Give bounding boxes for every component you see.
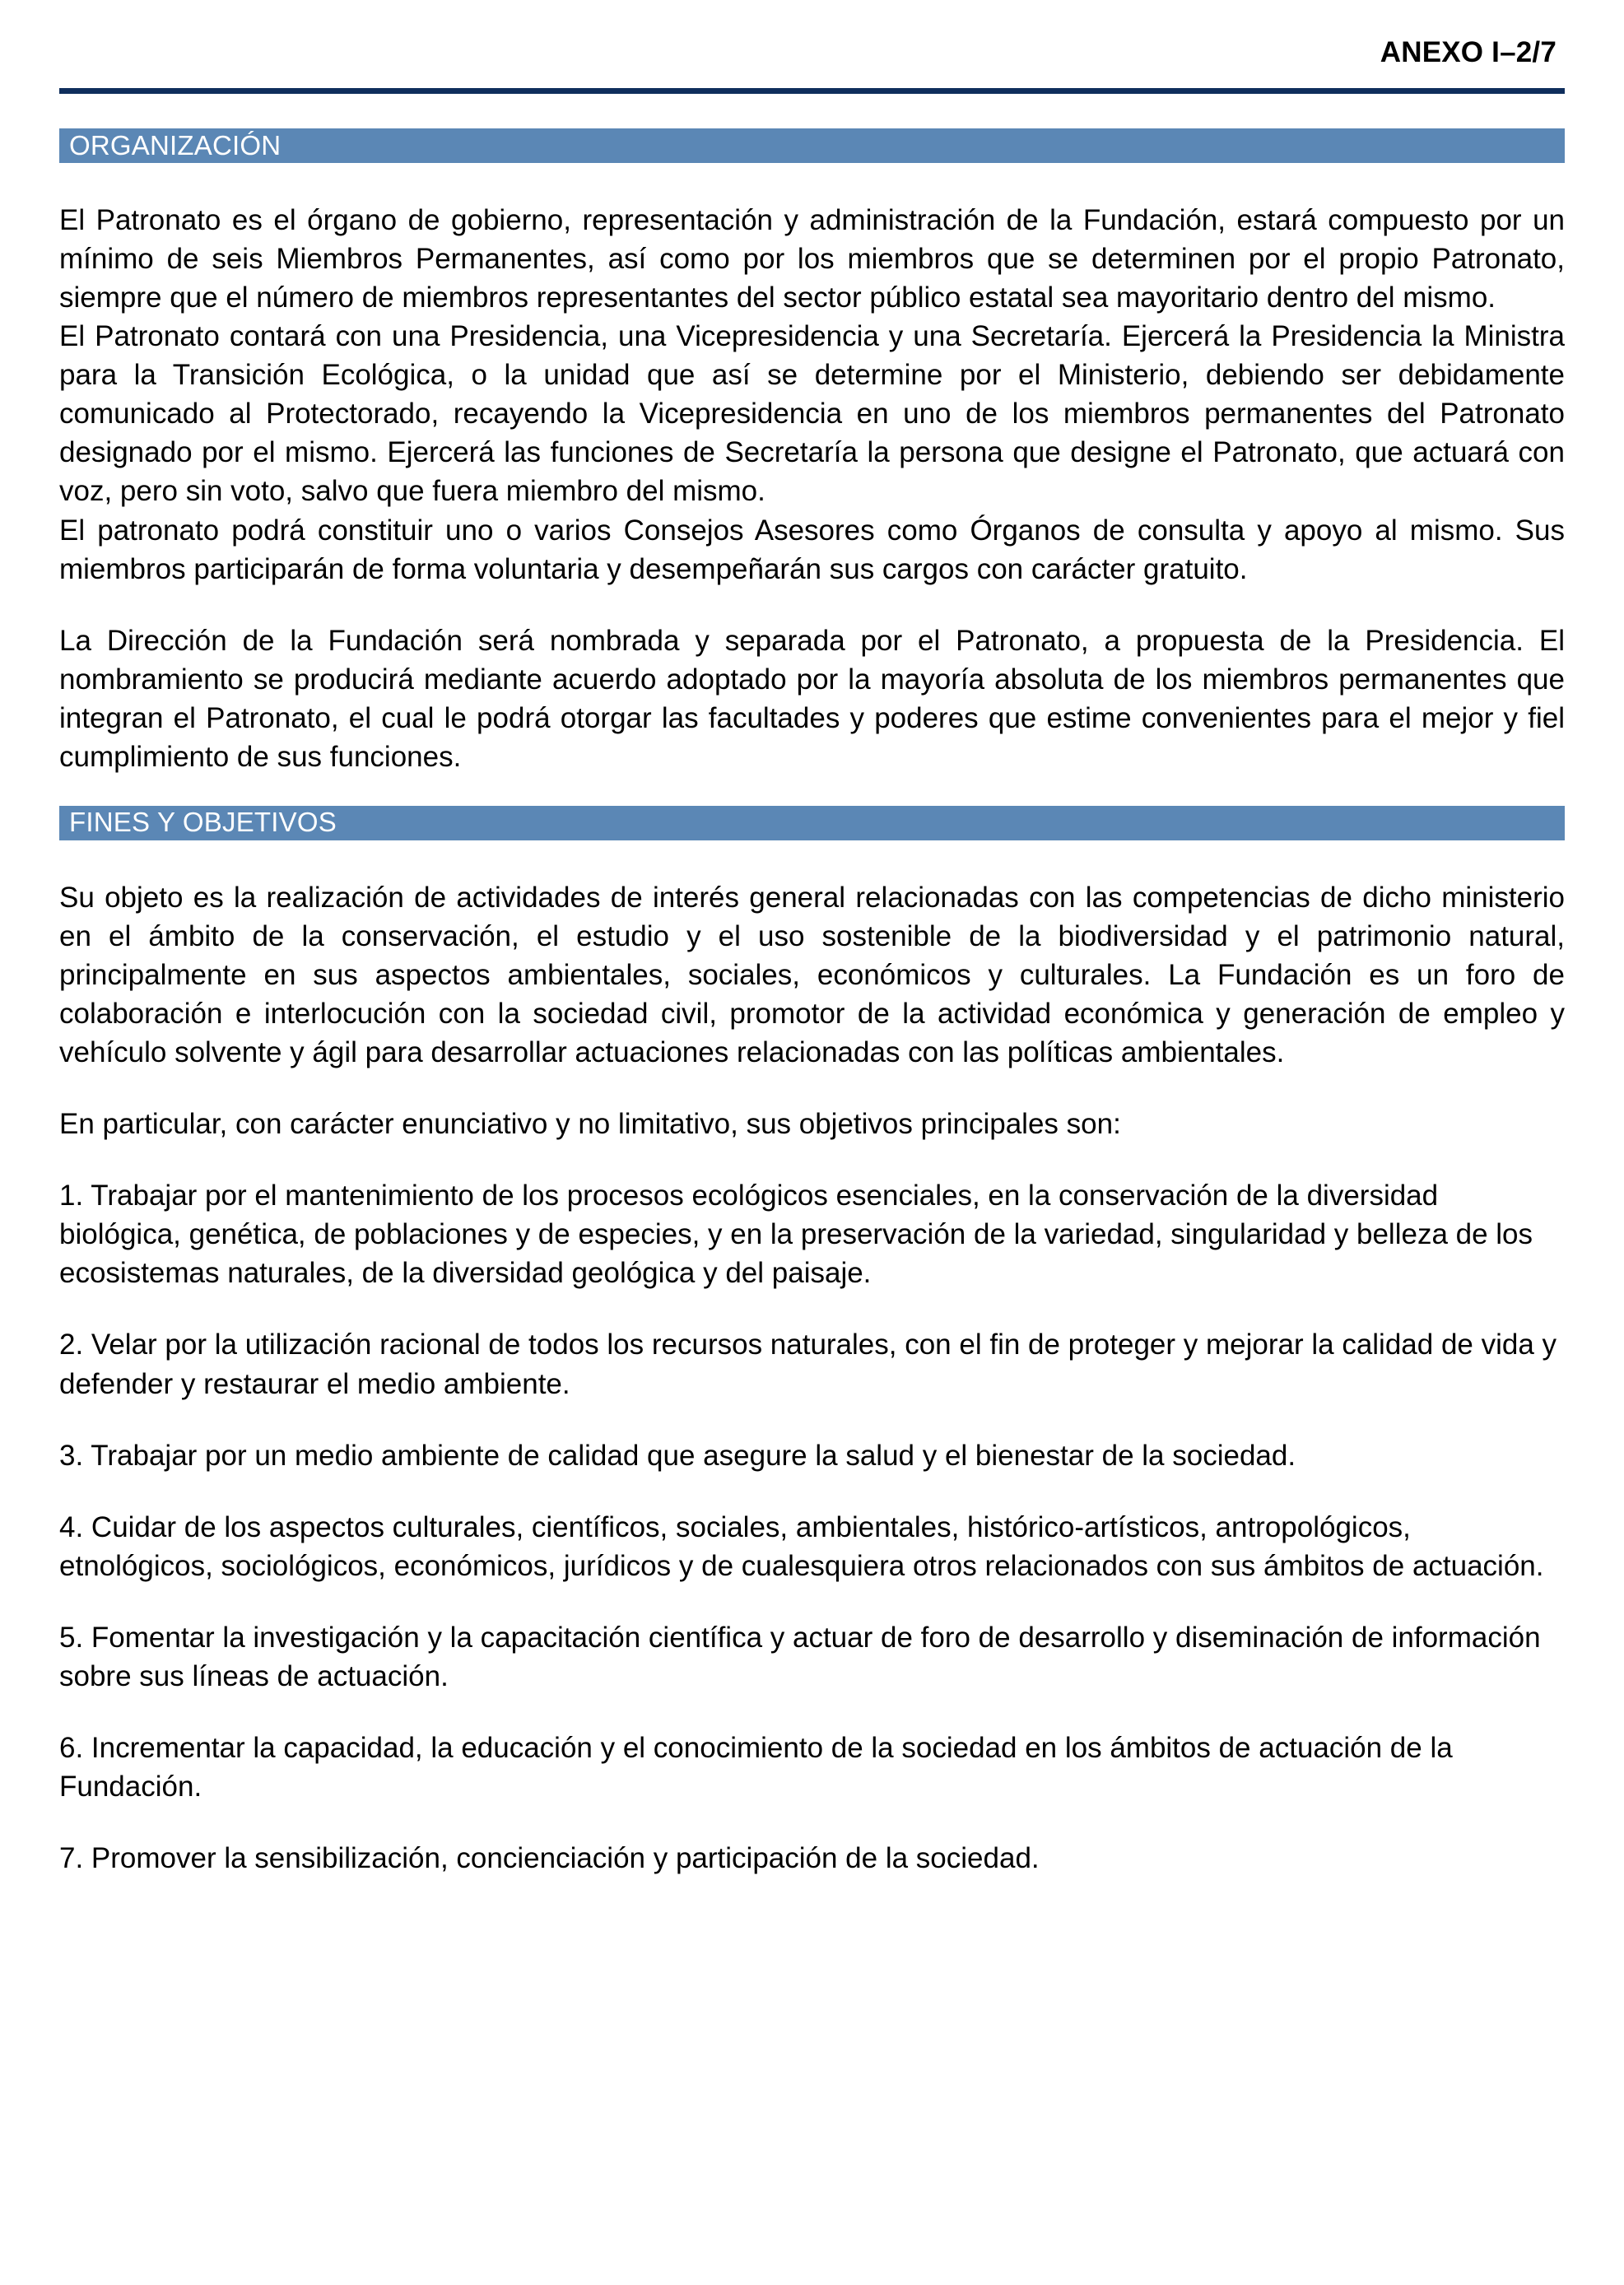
page-header — [0, 0, 1624, 67]
page-title: ANEXO I–2/7 — [1380, 36, 1557, 68]
objective-item-7: 7. Promover la sensibilización, concienciación y participación de la sociedad. — [59, 1842, 1040, 1874]
paragraph-spacer — [59, 1143, 1565, 1176]
section-header-fines-y-objetivos — [59, 806, 1565, 840]
objective-item-6: 6. Incrementar la capacidad, la educación y el conocimiento de la sociedad en los ámbitos de actuación de la Fundación. — [59, 1731, 1453, 1803]
paragraph-consejos-asesores: El patronato podrá constituir uno o varios Consejos Asesores como Órganos de consulta y apoyo al mismo. Sus miembros participarán de forma voluntaria y desempeñarán sus cargos con carácter gratuito. — [59, 514, 1565, 585]
objective-item-4: 4. Cuidar de los aspectos culturales, científicos, sociales, ambientales, histórico-artísticos, antropológicos, etnológicos, sociológicos, económicos, jurídicos y de cualesquiera otros relacionados con sus ámbitos de actuación. — [59, 1510, 1544, 1582]
paragraph-spacer — [59, 1072, 1565, 1105]
objective-item-5: 5. Fomentar la investigación y la capacitación científica y actuar de foro de desarrollo y diseminación de información sobre sus líneas de actuación. — [59, 1621, 1541, 1692]
paragraph-patronato-organo: El Patronato es el órgano de gobierno, representación y administración de la Fundación, estará compuesto por un mínimo de seis Miembros Permanentes, así como por los miembros que se determinen por el propio Patronato, siempre que el número de miembros representantes del sector público estatal sea mayoritario dentro del mismo. — [59, 204, 1565, 314]
section-header-organizacion — [59, 128, 1565, 163]
objective-item-1: 1. Trabajar por el mantenimiento de los procesos ecológicos esenciales, en la conservación de la diversidad biológica, genética, de poblaciones y de especies, y en la preservación de la variedad, singularidad y belleza de los ecosistemas naturales, de la diversidad geológica y del paisaje. — [59, 1180, 1533, 1290]
objective-spacer — [59, 1475, 1565, 1508]
paragraph-direccion-fundacion: La Dirección de la Fundación será nombrada y separada por el Patronato, a propuesta de la Presidencia. El nombramiento se producirá mediante acuerdo adoptado por la mayoría absoluta de los miembros permanentes que integran el Patronato, el cual le podrá otorgar las facultades y poderes que estime convenientes para el mejor y fiel cumplimiento de sus funciones. — [59, 624, 1565, 773]
objective-spacer — [59, 1292, 1565, 1325]
paragraph-spacer — [59, 589, 1565, 621]
section-body-fines-y-objetivos — [0, 878, 1624, 1878]
section-header-label: FINES Y OBJETIVOS — [69, 807, 337, 838]
objective-item-3: 3. Trabajar por un medio ambiente de calidad que asegure la salud y el bienestar de la sociedad. — [59, 1439, 1296, 1472]
objective-spacer — [59, 1585, 1565, 1618]
header-divider-rule — [59, 88, 1565, 94]
objective-spacer — [59, 1403, 1565, 1436]
objective-spacer — [59, 1806, 1565, 1839]
objective-spacer — [59, 1696, 1565, 1729]
objective-item-2: 2. Velar por la utilización racional de todos los recursos naturales, con el fin de proteger y mejorar la calidad de vida y defender y restaurar el medio ambiente. — [59, 1329, 1557, 1400]
paragraph-patronato-presidencia: El Patronato contará con una Presidencia, una Vicepresidencia y una Secretaría. Ejercerá la Presidencia la Ministra para la Transición Ecológica, o la unidad que así se determine por el Ministerio, debiendo ser debidamente comunicado al Protectorado, recayendo la Vicepresidencia en uno de los miembros permanentes del Patronato designado por el mismo. Ejercerá las funciones de Secretaría la persona que designe el Patronato, que actuará con voz, pero sin voto, salvo que fuera miembro del mismo. — [59, 320, 1565, 508]
section-header-label: ORGANIZACIÓN — [69, 129, 282, 161]
paragraph-objeto-fundacion: Su objeto es la realización de actividades de interés general relacionadas con las competencias de dicho ministerio en el ámbito de la conservación, el estudio y el uso sostenible de la biodiversidad y el patrimonio natural, principalmente en sus aspectos ambientales, sociales, económicos y culturales. La Fundación es un foro de colaboración e interlocución con la sociedad civil, promotor de la actividad económica y generación de empleo y vehículo solvente y ágil para desarrollar actuaciones relacionadas con las políticas ambientales. — [59, 881, 1565, 1069]
section-body-organizacion — [0, 201, 1624, 776]
paragraph-objetivos-lead-in: En particular, con carácter enunciativo y no limitativo, sus objetivos principales son: — [59, 1108, 1121, 1141]
